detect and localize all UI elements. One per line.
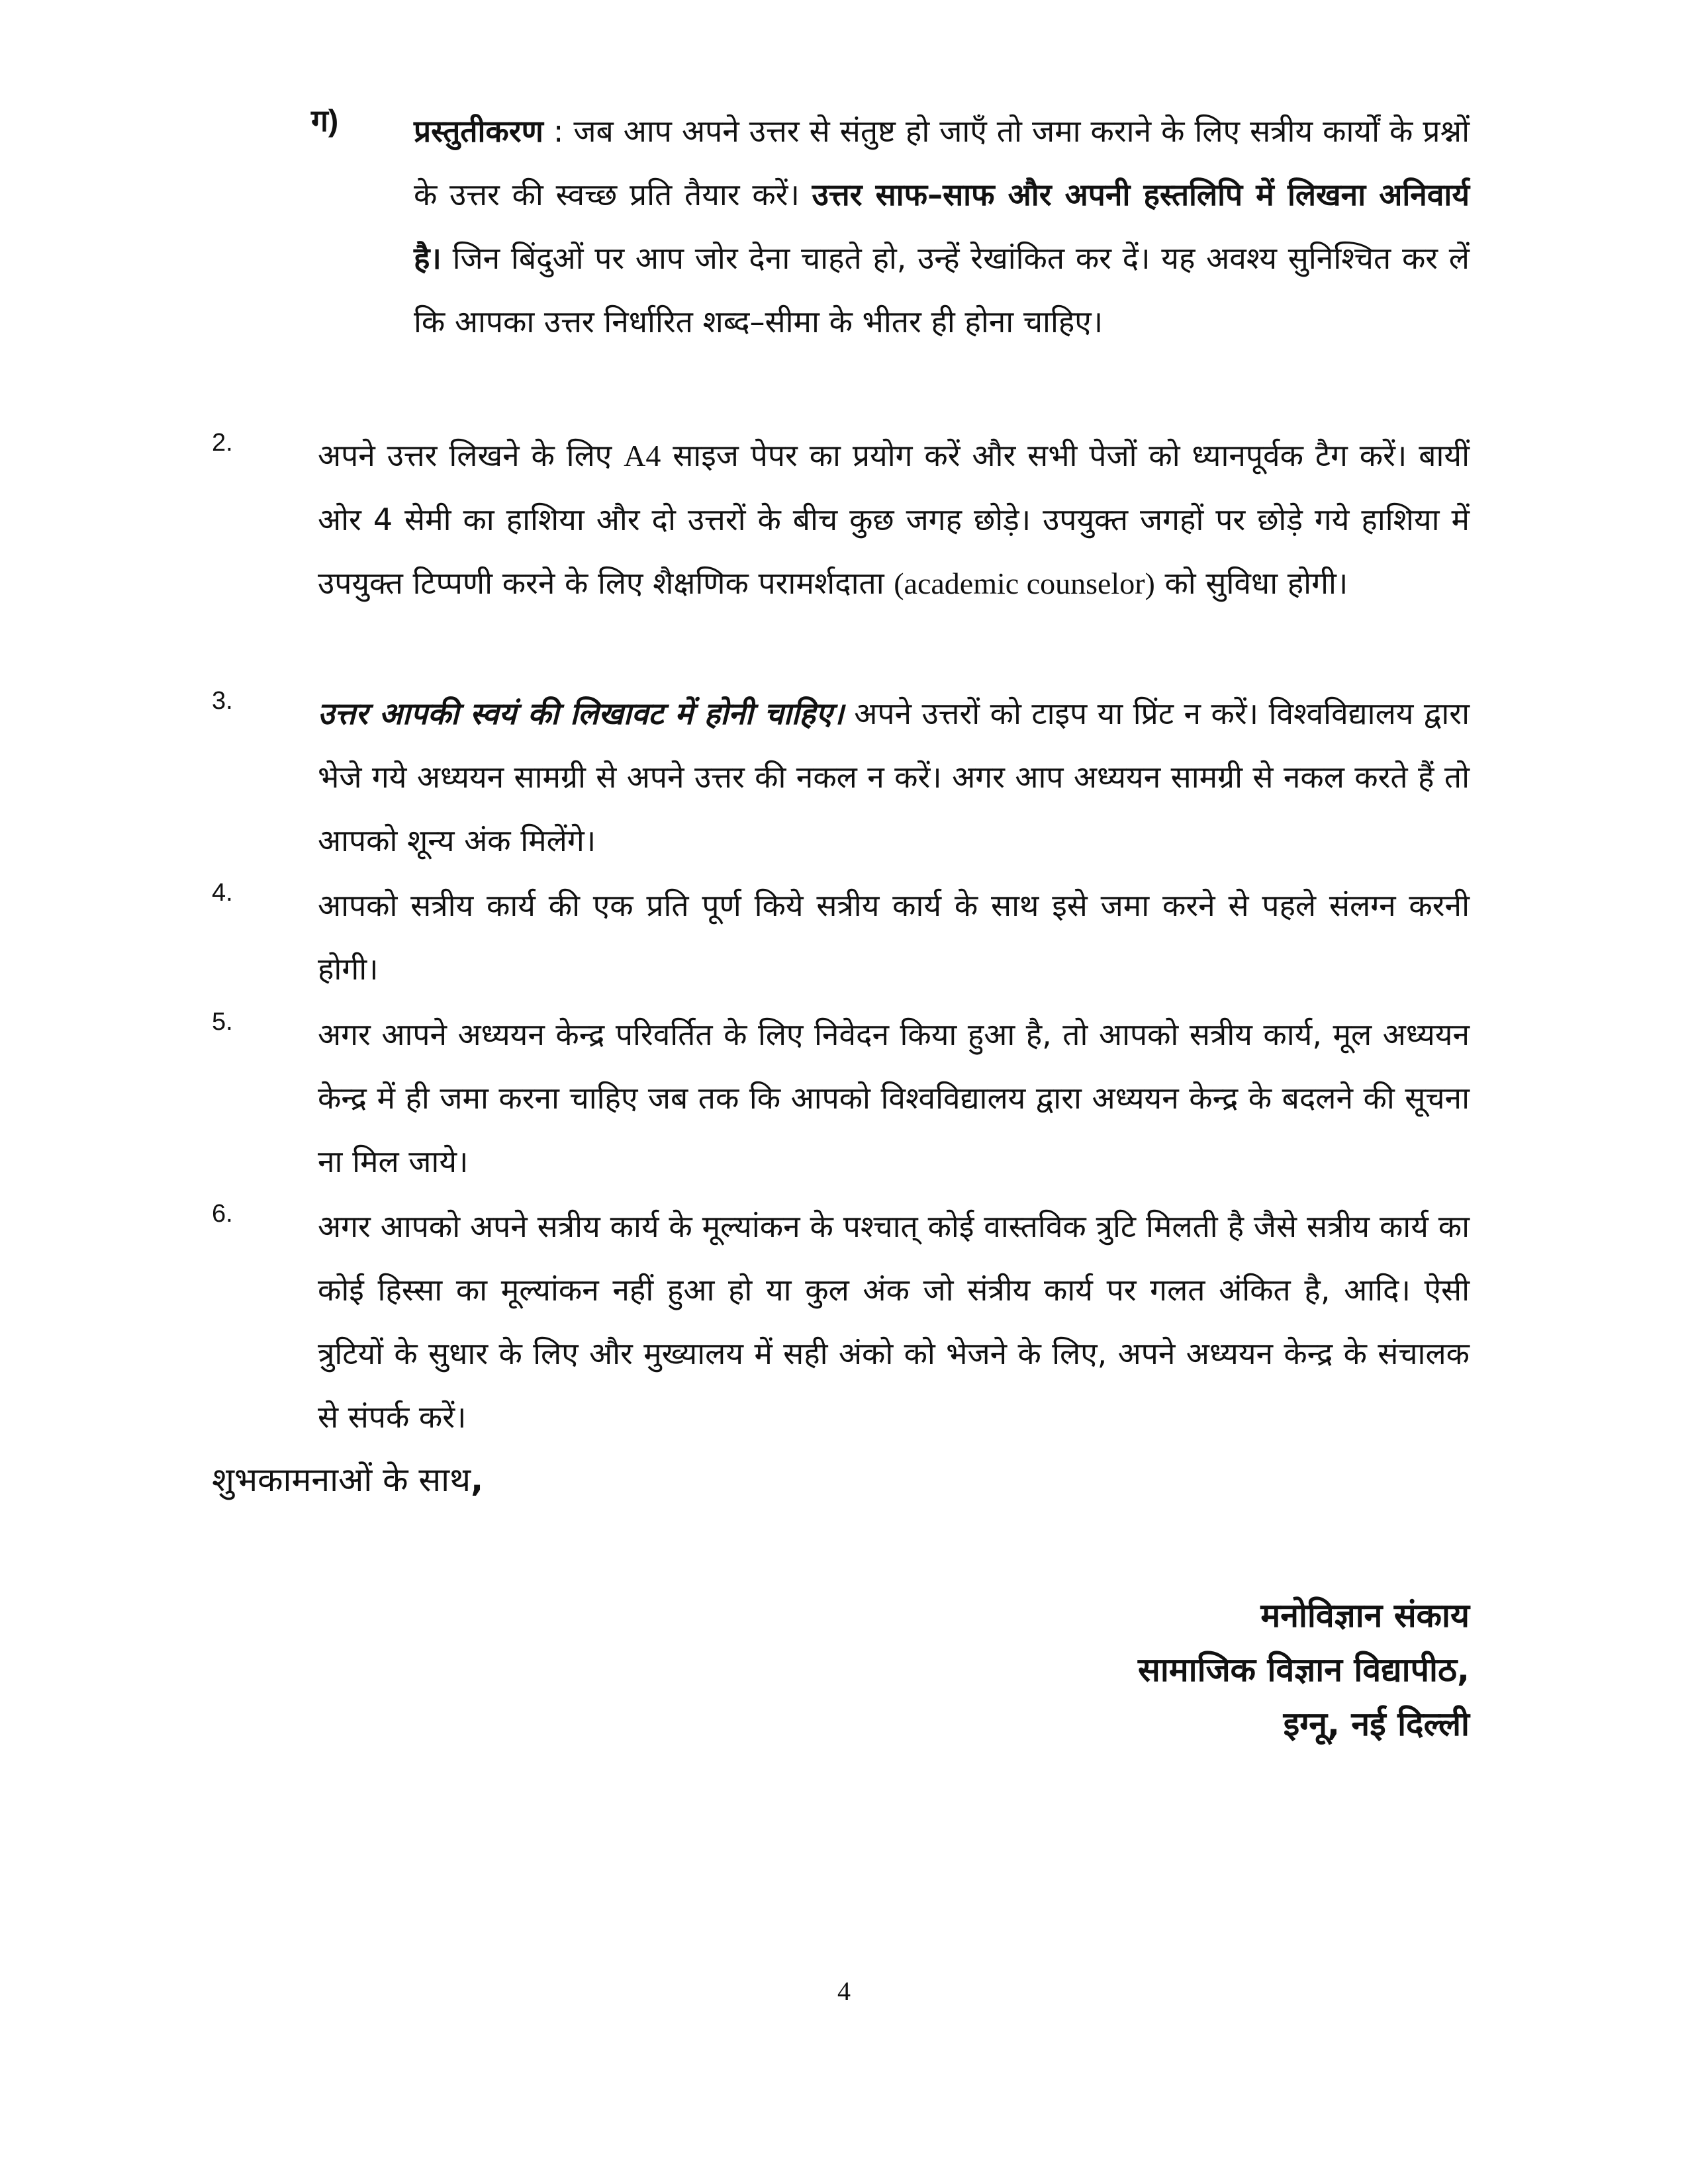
- item-bold-text: उत्तर साफ–साफ और अपनी हस्तलिपि में लिखना अनिवार्य है।: [414, 177, 1470, 276]
- list-item-text: अगर आपने अध्ययन केन्द्र परिवर्तित के लिए निवेदन किया हुआ है, तो आपको सत्रीय कार्य, मूल अध्ययन केन्द्र में ही जमा करना चाहिए जब तक कि आपको विश्वविद्यालय द्वारा अध्ययन केन्द्र के बदलने की सूचना ना मिल जाये।: [318, 1017, 1470, 1179]
- list-marker: 5.: [212, 1008, 233, 1036]
- list-item-text: [318, 424, 1470, 615]
- list-item-text: [318, 682, 1470, 872]
- item-text-part: साइज पेपर का प्रयोग करें और सभी पेजों को ध्यानपूर्वक टैग करें। बायीं ओर 4 सेमी का हाशिया और दो उत्तरों के बीच कुछ जगह छोड़े। उपयुक्त जगहों पर छोड़े गये हाशिया में उपयुक्त टिप्पणी करने के लिए शैक्षणिक परामर्शदाता: [318, 437, 1470, 601]
- list-item-6: [212, 1195, 1470, 1449]
- list-item-5: [212, 1003, 1470, 1193]
- item-text-a4: A4: [624, 439, 661, 473]
- page-number: 4: [837, 1976, 851, 2006]
- list-item-2: [212, 424, 1470, 615]
- item-text-part: को सुविधा होगी।: [1154, 565, 1348, 601]
- list-marker: 3.: [212, 687, 233, 715]
- list-marker: ग): [311, 103, 339, 138]
- list-item-text: [414, 99, 1470, 353]
- list-item-text: आपको सत्रीय कार्य की एक प्रति पूर्ण किये सत्रीय कार्य के साथ इसे जमा करने से पहले संलग्न करनी होगी।: [318, 887, 1470, 987]
- list-item-4: [212, 874, 1470, 1001]
- item-text-part: अपने उत्तरों को टाइप या प्रिंट न करें। विश्वविद्यालय द्वारा भेजे गये अध्ययन सामग्री से अपने उत्तर की नकल न करें। अगर आप अध्ययन सामग्री से नकल करते हैं तो आपको शून्य अंक मिलेंगे।: [318, 696, 1470, 858]
- closing-greeting: [212, 1456, 483, 1501]
- signature-block: [1138, 1588, 1470, 1751]
- item-heading: प्रस्तुतीकरण: [414, 113, 543, 149]
- closing-comma: ,: [471, 1461, 484, 1499]
- item-text-english: (academic counselor): [894, 567, 1155, 600]
- signature-line-school: सामाजिक विज्ञान विद्यापीठ,: [1138, 1651, 1470, 1689]
- list-item-ga: [212, 99, 1470, 353]
- item-text-part: जिन बिंदुओं पर आप जोर देना चाहते हो, उन्हें रेखांकित कर दें। यह अवश्य सुनिश्चित कर लें कि आपका उत्तर निर्धारित शब्द–सीमा के भीतर ही होना चाहिए।: [414, 240, 1470, 340]
- signature-line-university: इग्नू, नई दिल्ली: [1283, 1705, 1470, 1743]
- signature-line-faculty: मनोविज्ञान संकाय: [1260, 1596, 1470, 1635]
- item-text-part: : जब आप अपने उत्तर से संतुष्ट हो जाएँ तो जमा कराने के लिए सत्रीय कार्यों के प्रश्नों के उत्तर की स्वच्छ प्रति तैयार करें।: [414, 113, 1470, 212]
- item-italic-text: उत्तर आपकी स्वयं की लिखावट में होनी चाहिए।: [318, 696, 844, 731]
- item-text-part: अपने उत्तर लिखने के लिए: [318, 437, 624, 473]
- list-marker: 4.: [212, 879, 233, 907]
- list-item-text: अगर आपको अपने सत्रीय कार्य के मूल्यांकन के पश्चात् कोई वास्तविक त्रुटि मिलती है जैसे सत्रीय कार्य का कोई हिस्सा का मूल्यांकन नहीं हुआ हो या कुल अंक जो संत्रीय कार्य पर गलत अंकित है, आदि। ऐसी त्रुटियों के सुधार के लिए और मुख्यालय में सही अंको को भेजने के लिए, अपने अध्ययन केन्द्र के संचालक से संपर्क करें।: [318, 1208, 1470, 1435]
- closing-text: शुभकामनाओं के साथ: [212, 1461, 471, 1499]
- list-marker: 6.: [212, 1200, 233, 1228]
- list-marker: 2.: [212, 429, 233, 457]
- list-item-3: [212, 682, 1470, 872]
